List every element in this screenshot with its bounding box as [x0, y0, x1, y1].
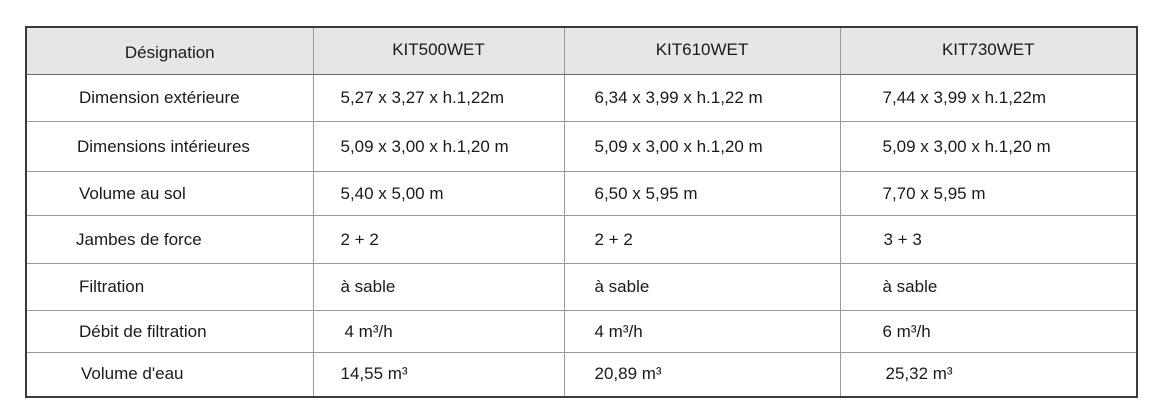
table-cell: 5,40 x 5,00 m: [313, 172, 564, 216]
spec-table: [25, 26, 1138, 398]
table-row: [26, 122, 1137, 172]
table-cell: 7,44 x 3,99 x h.1,22m: [840, 75, 1137, 122]
row-label: Jambes de force: [26, 216, 313, 264]
table-cell: 14,55 m³: [313, 353, 564, 397]
row-label: Filtration: [26, 264, 313, 311]
table-cell: 4 m³/h: [313, 311, 564, 353]
table-row: [26, 353, 1137, 397]
table-cell: 20,89 m³: [564, 353, 840, 397]
table-cell: 5,09 x 3,00 x h.1,20 m: [840, 122, 1137, 172]
table-row: [26, 311, 1137, 353]
row-label: Dimension extérieure: [26, 75, 313, 122]
column-header-kit500wet: KIT500WET: [313, 27, 564, 75]
table-row: [26, 172, 1137, 216]
table-cell: 7,70 x 5,95 m: [840, 172, 1137, 216]
table-cell: à sable: [840, 264, 1137, 311]
table-cell: à sable: [313, 264, 564, 311]
table-cell: à sable: [564, 264, 840, 311]
table-cell: 2 + 2: [564, 216, 840, 264]
table-cell: 5,09 x 3,00 x h.1,20 m: [313, 122, 564, 172]
table-row: [26, 264, 1137, 311]
table-row: [26, 75, 1137, 122]
table-cell: 3 + 3: [840, 216, 1137, 264]
column-header-designation: Désignation: [26, 27, 313, 75]
column-header-kit730wet: KIT730WET: [840, 27, 1137, 75]
table-cell: 5,27 x 3,27 x h.1,22m: [313, 75, 564, 122]
table-cell: 4 m³/h: [564, 311, 840, 353]
row-label: Débit de filtration: [26, 311, 313, 353]
table-cell: 2 + 2: [313, 216, 564, 264]
table-cell: 6 m³/h: [840, 311, 1137, 353]
row-label: Dimensions intérieures: [26, 122, 313, 172]
row-label: Volume d'eau: [26, 353, 313, 397]
table-cell: 25,32 m³: [840, 353, 1137, 397]
column-header-kit610wet: KIT610WET: [564, 27, 840, 75]
row-label: Volume au sol: [26, 172, 313, 216]
table-cell: 5,09 x 3,00 x h.1,20 m: [564, 122, 840, 172]
table-cell: 6,34 x 3,99 x h.1,22 m: [564, 75, 840, 122]
table-cell: 6,50 x 5,95 m: [564, 172, 840, 216]
table-row: [26, 216, 1137, 264]
header-row: [26, 27, 1137, 75]
